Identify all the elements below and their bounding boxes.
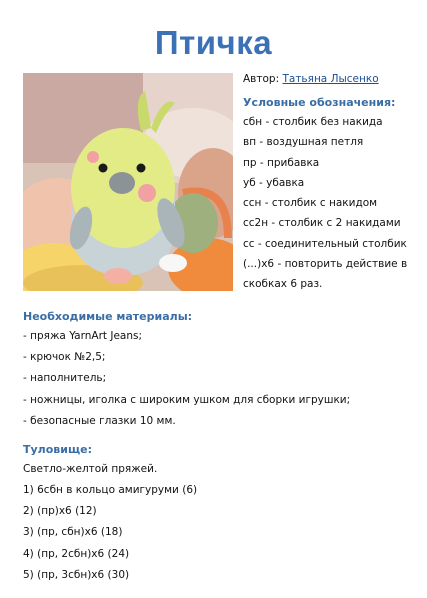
materials-item: - крючок №2,5; xyxy=(23,351,106,364)
legend-item: ссн - столбик с накидом xyxy=(243,197,378,210)
materials-item: - безопасные глазки 10 мм. xyxy=(23,414,176,427)
body-section xyxy=(23,441,423,586)
legend-list xyxy=(243,112,423,294)
materials-item: - пряжа YarnArt Jeans; xyxy=(23,330,143,342)
step-item: 4) (пр, 2сбн)х6 (24) xyxy=(23,547,130,560)
legend-item: сбн - столбик без накида xyxy=(243,116,383,128)
toy-bird-photo xyxy=(23,73,233,291)
body-steps-list xyxy=(23,480,423,586)
legend-item: уб - убавка xyxy=(243,176,305,189)
legend-item: сс - соединительный столбик xyxy=(243,237,407,250)
legend-item: сс2н - столбик с 2 накидами xyxy=(243,217,401,230)
page-title: Птичка xyxy=(154,24,273,61)
materials-item: - ножницы, иголка с широким ушком для сборки игрушки; xyxy=(23,393,351,406)
legend-item: (...)х6 - повторить действие в скобках 6 раз. xyxy=(243,258,408,291)
materials-item: - наполнитель; xyxy=(23,372,107,385)
materials-section xyxy=(23,308,423,432)
materials-heading: Необходимые материалы: xyxy=(23,310,193,323)
author-label: Автор: xyxy=(243,73,280,85)
step-item: 2) (пр)х6 (12) xyxy=(23,505,97,518)
materials-list xyxy=(23,326,423,432)
body-subtitle: Светло-желтой пряжей. xyxy=(23,463,158,475)
step-item: 1) 6сбн в кольцо амигуруми (6) xyxy=(23,484,198,496)
legend-item: пр - прибавка xyxy=(243,156,320,169)
body-heading: Туловище: xyxy=(23,443,92,456)
author-link[interactable]: Татьяна Лысенко xyxy=(282,73,379,85)
legend-heading: Условные обозначения: xyxy=(243,96,396,109)
step-item: 5) (пр, 3сбн)х6 (30) xyxy=(23,568,130,581)
author-line xyxy=(243,70,423,88)
info-column xyxy=(243,70,423,294)
step-item: 3) (пр, сбн)х6 (18) xyxy=(23,526,123,539)
legend-item: вп - воздушная петля xyxy=(243,136,364,149)
